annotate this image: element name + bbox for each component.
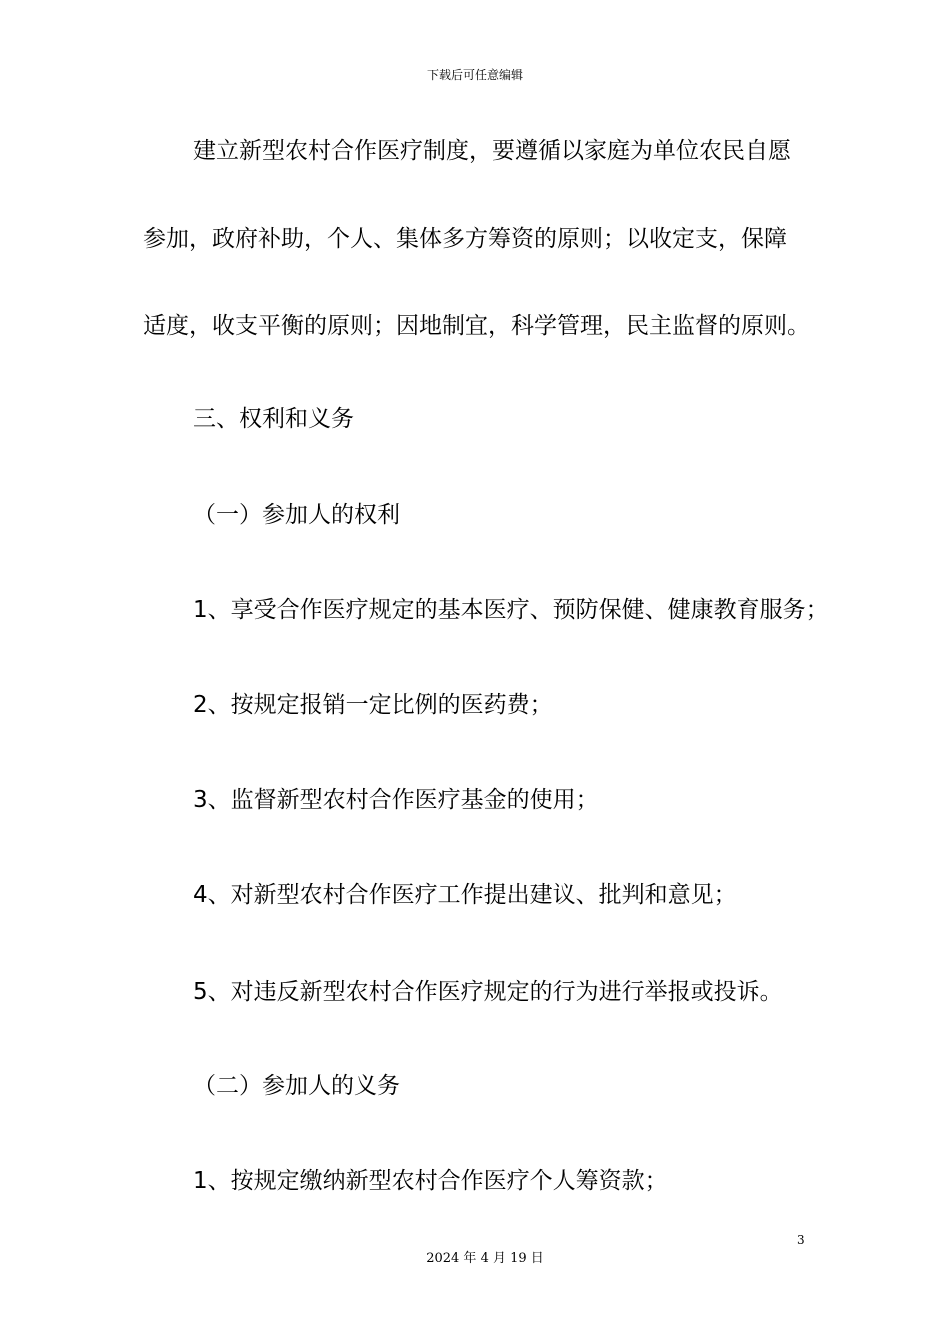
rights-item-3: 3、监督新型农村合作医疗基金的使用； xyxy=(193,787,599,813)
subsection-heading-duties: （二）参加人的义务 xyxy=(193,1073,400,1099)
footer-date: 2024 年 4 月 19 日 xyxy=(426,1251,544,1266)
paragraph-line-2: 参加，政府补助，个人、集体多方筹资的原则；以收定支，保障 xyxy=(143,226,787,252)
rights-item-1: 1、享受合作医疗规定的基本医疗、预防保健、健康教育服务； xyxy=(193,597,829,623)
section-heading-rights-duties: 三、权利和义务 xyxy=(193,406,354,432)
paragraph-line-1: 建立新型农村合作医疗制度，要遵循以家庭为单位农民自愿 xyxy=(193,138,791,164)
rights-item-2: 2、按规定报销一定比例的医药费； xyxy=(193,692,553,718)
duties-item-1: 1、按规定缴纳新型农村合作医疗个人筹资款； xyxy=(193,1168,668,1194)
rights-item-5: 5、对违反新型农村合作医疗规定的行为进行举报或投诉。 xyxy=(193,979,783,1005)
page-number: 3 xyxy=(797,1233,805,1247)
header-note: 下载后可任意编辑 xyxy=(426,68,523,82)
paragraph-line-3: 适度，收支平衡的原则；因地制宜，科学管理，民主监督的原则。 xyxy=(143,313,810,339)
subsection-heading-rights: （一）参加人的权利 xyxy=(193,502,400,528)
rights-item-4: 4、对新型农村合作医疗工作提出建议、批判和意见； xyxy=(193,882,737,908)
